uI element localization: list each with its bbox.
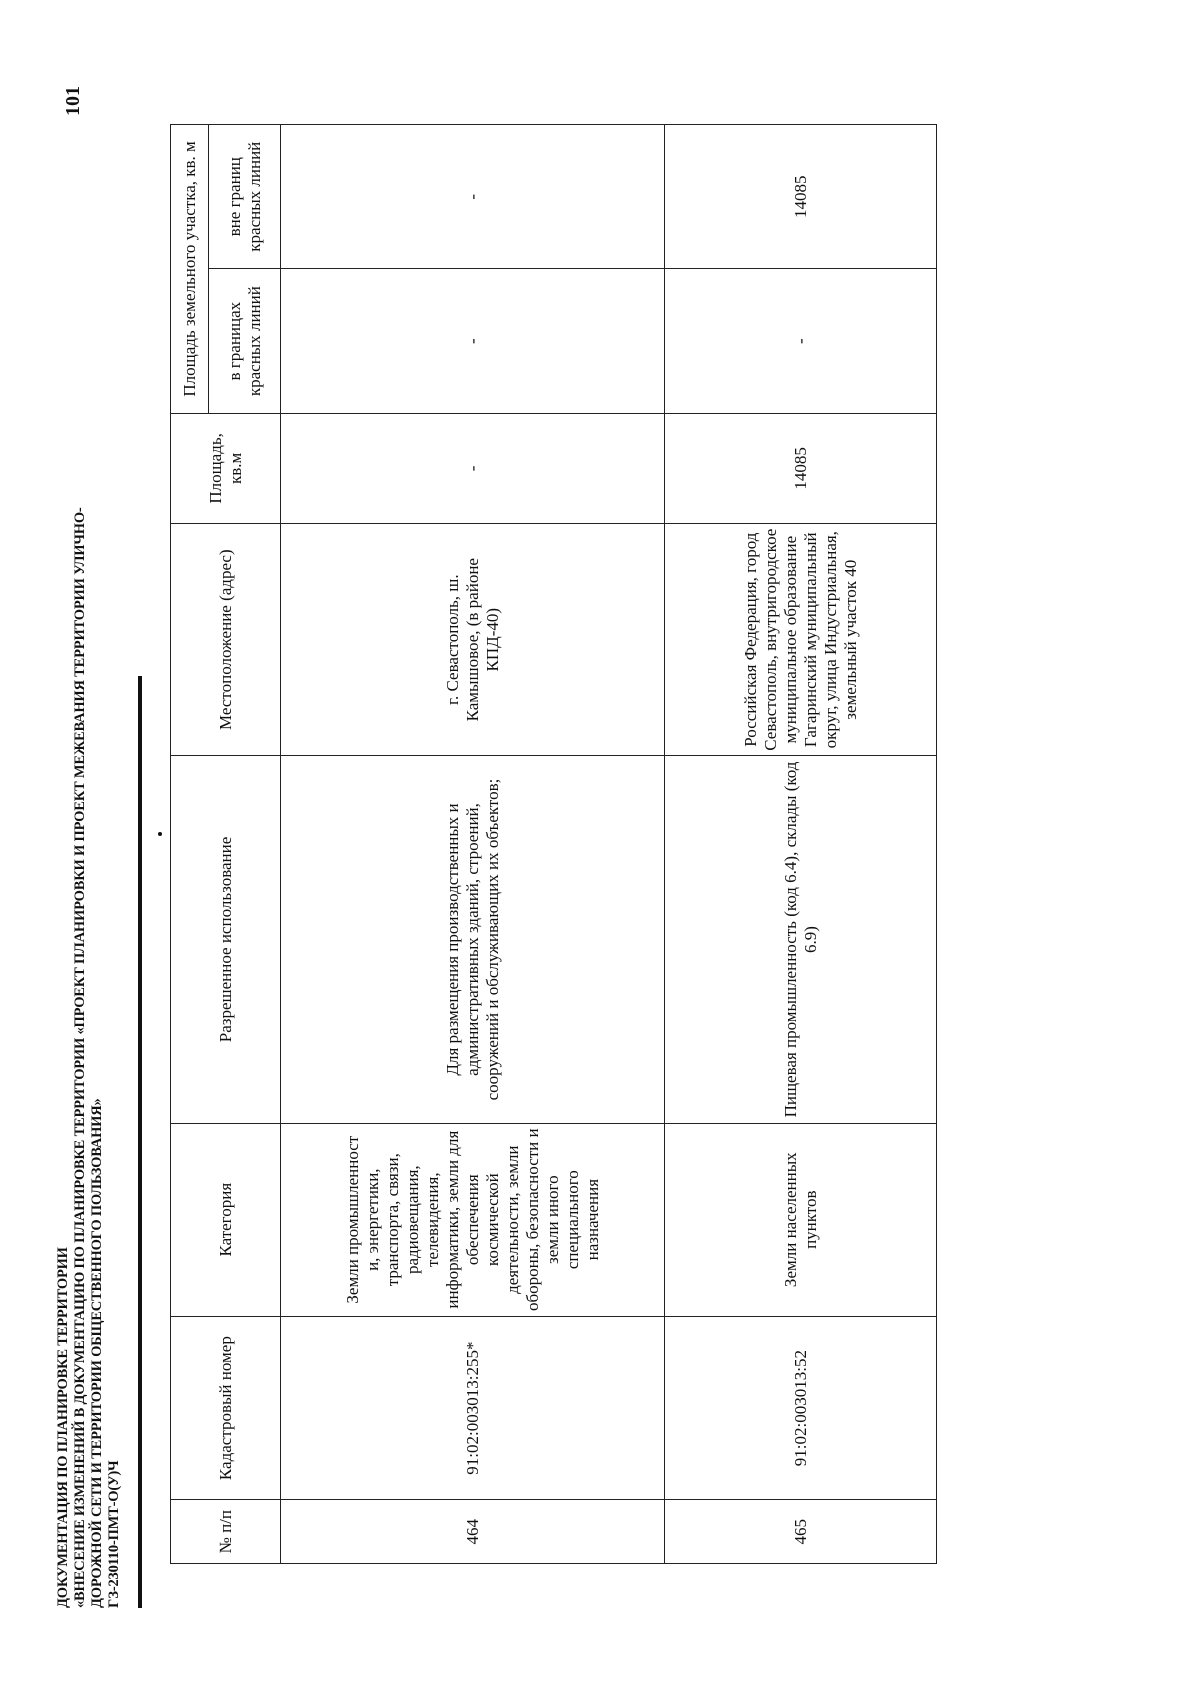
row-num: 464: [281, 1500, 665, 1564]
row-cadastral: 91:02:003013:52: [665, 1316, 937, 1500]
col-header-land-area-group: Площадь земельного участка, кв. м: [171, 125, 209, 414]
table-row: [665, 125, 937, 1564]
row-permitted-use: Для размещения производственных и административных зданий, строений, сооружений и обслуживающих их объектов;: [281, 756, 665, 1123]
col-header-outside-red-lines: вне границ красных линий: [209, 125, 281, 269]
row-cadastral: 91:02:003013:255*: [281, 1316, 665, 1500]
col-header-category: Категория: [171, 1123, 281, 1316]
col-header-cadastral: Кадастровый номер: [171, 1316, 281, 1500]
row-area: 14085: [665, 413, 937, 523]
row-category: Земли промышленност и, энергетики, транспорта, связи, радиовещания, телевидения, информатики, земли для обеспечения космической деятельности, земли обороны, безопасности и земли иного специального назначения: [281, 1123, 665, 1316]
header-line-3: ДОРОЖНОЙ СЕТИ И ТЕРРИТОРИИ ОБЩЕСТВЕННОГО ПОЛЬЗОВАНИЯ»: [89, 1098, 105, 1608]
row-permitted-use: Пищевая промышленность (код 6.4), склады (код 6.9): [665, 756, 937, 1123]
col-header-within-red-lines: в границах красных линий: [209, 269, 281, 413]
col-header-permitted-use: Разрешенное использование: [171, 756, 281, 1123]
row-location: г. Севастополь, ш. Камышовое, (в районе КПД-40): [281, 523, 665, 755]
row-outside-red-lines: -: [281, 125, 665, 269]
header-divider: [138, 676, 142, 1608]
page-number: 101: [62, 86, 84, 116]
header-line-4: ГЗ-230110-ПМТ-О(У)Ч: [106, 1460, 122, 1608]
row-num: 465: [665, 1500, 937, 1564]
row-within-red-lines: -: [665, 269, 937, 413]
row-area: -: [281, 413, 665, 523]
document-header: [55, 507, 123, 1608]
row-within-red-lines: -: [281, 269, 665, 413]
col-header-location: Местоположение (адрес): [171, 523, 281, 755]
scan-dot: [158, 832, 162, 836]
row-location: Российская Федерация, город Севастополь, внутригородское муниципальное образование Гагаринский муниципальный округ, улица Индустриальная, земельный участок 40: [665, 523, 937, 755]
col-header-num: № п/п: [171, 1500, 281, 1564]
col-header-area: Площадь, кв.м: [171, 413, 281, 523]
header-line-1: ДОКУМЕНТАЦИЯ ПО ПЛАНИРОВКЕ ТЕРРИТОРИИ: [55, 1247, 71, 1608]
header-line-2: «ВНЕСЕНИЕ ИЗМЕНЕНИЙ В ДОКУМЕНТАЦИЮ ПО ПЛАНИРОВКЕ ТЕРРИТОРИИ «ПРОЕКТ ПЛАНИРОВКИ И ПРОЕКТ МЕЖЕВАНИЯ ТЕРРИТОРИИ УЛИЧНО-: [72, 507, 88, 1608]
row-outside-red-lines: 14085: [665, 125, 937, 269]
table-row: [281, 125, 665, 1564]
land-plot-table: [170, 124, 937, 1564]
row-category: Земли населенных пунктов: [665, 1123, 937, 1316]
